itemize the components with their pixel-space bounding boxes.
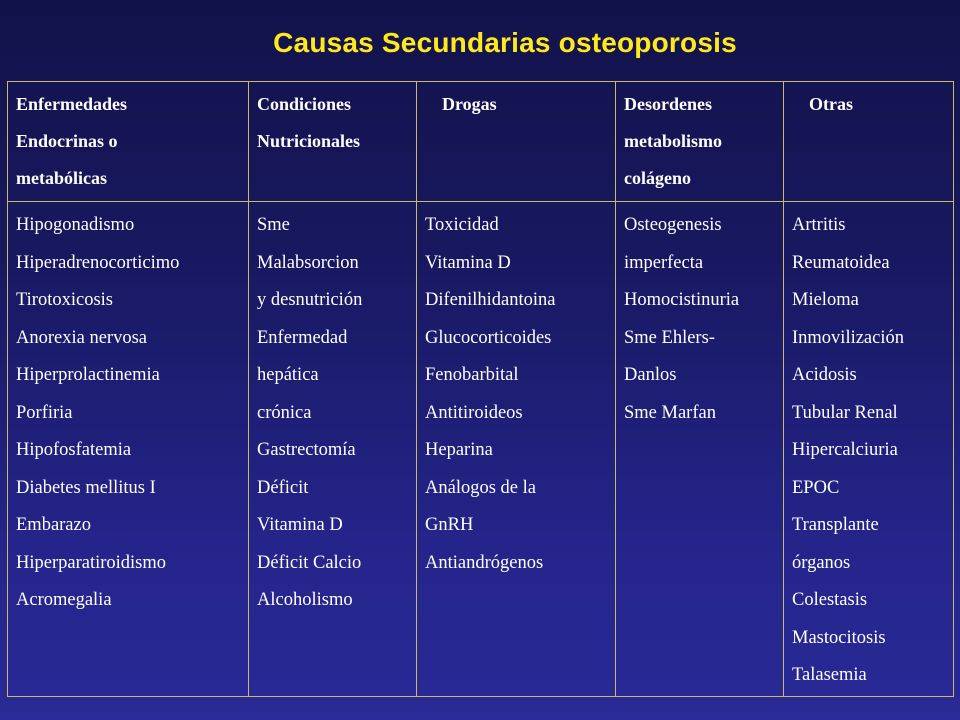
list-item: Sme — [257, 215, 290, 235]
list-item: imperfecta — [624, 252, 704, 273]
list-item: Hipofosfatemia — [16, 440, 132, 460]
list-item: Déficit — [257, 477, 309, 498]
list-item: Hipogonadismo — [16, 215, 135, 235]
header-nutritional — [249, 82, 417, 202]
list-item: Danlos — [624, 365, 677, 385]
list-item: Difenilhidantoina — [425, 290, 556, 310]
header-line: metabólicas — [16, 168, 107, 188]
list-item: Acromegalia — [16, 590, 112, 610]
header-line: Endocrinas o — [16, 131, 118, 151]
list-item: Artritis — [792, 215, 846, 235]
list-item: órganos — [792, 552, 851, 573]
list-item: Colestasis — [792, 590, 868, 610]
list-item: Homocistinuria — [624, 290, 740, 310]
header-other — [784, 82, 954, 202]
list-item: Mastocitosis — [792, 627, 886, 648]
list-item: hepática — [257, 365, 319, 385]
header-line: Nutricionales — [257, 131, 360, 151]
list-item: Tirotoxicosis — [16, 290, 113, 310]
column-collagen — [616, 202, 784, 697]
list-item: Glucocorticoides — [425, 327, 552, 348]
table-body-row — [8, 202, 954, 697]
list-item: Toxicidad — [425, 215, 499, 235]
list-item: Heparina — [425, 440, 493, 460]
list-item: Déficit Calcio — [257, 552, 362, 573]
list-item: Porfiria — [16, 402, 73, 423]
header-endocrine — [8, 82, 249, 202]
list-item: Diabetes mellitus I — [16, 477, 156, 498]
column-endocrine — [8, 202, 249, 697]
header-line: Enfermedades — [16, 94, 127, 114]
header-drugs — [417, 82, 616, 202]
list-item: GnRH — [425, 515, 474, 535]
list-item: Vitamina D — [425, 252, 511, 273]
list-item: Acidosis — [792, 365, 857, 385]
header-line: Desordenes — [624, 94, 712, 114]
list-item: Anorexia nervosa — [16, 327, 147, 348]
list-item: Malabsorcion — [257, 252, 359, 273]
list-item: Sme Marfan — [624, 402, 716, 423]
list-item: Mieloma — [792, 290, 859, 310]
list-item: Hiperprolactinemia — [16, 365, 160, 385]
list-item: Sme Ehlers- — [624, 327, 715, 348]
list-item: Vitamina D — [257, 515, 343, 535]
header-line: Otras — [809, 94, 853, 114]
causes-table — [7, 81, 954, 697]
header-collagen — [616, 82, 784, 202]
header-line: Drogas — [442, 94, 497, 114]
list-item: Transplante — [792, 515, 879, 535]
list-item: Análogos de la — [425, 477, 536, 498]
column-drugs — [417, 202, 616, 697]
table-header-row — [8, 82, 954, 202]
list-item: Fenobarbital — [425, 365, 519, 385]
list-item: Inmovilización — [792, 327, 904, 348]
list-item: Hiperparatiroidismo — [16, 552, 167, 573]
list-item: Osteogenesis — [624, 215, 722, 235]
header-line: Condiciones — [257, 94, 352, 114]
header-line: metabolismo — [624, 131, 722, 151]
column-other — [784, 202, 954, 697]
list-item: Gastrectomía — [257, 440, 356, 460]
list-item: Embarazo — [16, 515, 91, 535]
list-item: Tubular Renal — [792, 402, 898, 423]
list-item: EPOC — [792, 477, 840, 498]
header-line: colágeno — [624, 168, 691, 188]
column-nutritional — [249, 202, 417, 697]
list-item: y desnutrición — [257, 290, 363, 310]
list-item: Enfermedad — [257, 327, 348, 348]
list-item: Talasemia — [792, 665, 867, 685]
slide-title: Causas Secundarias osteoporosis — [273, 27, 737, 58]
list-item: Hipercalciuria — [792, 440, 898, 460]
list-item: Reumatoidea — [792, 252, 890, 273]
list-item: Alcoholismo — [257, 590, 353, 610]
list-item: Hiperadrenocorticimo — [16, 252, 180, 273]
list-item: crónica — [257, 402, 312, 423]
list-item: Antiandrógenos — [425, 552, 544, 573]
list-item: Antitiroideos — [425, 402, 523, 423]
